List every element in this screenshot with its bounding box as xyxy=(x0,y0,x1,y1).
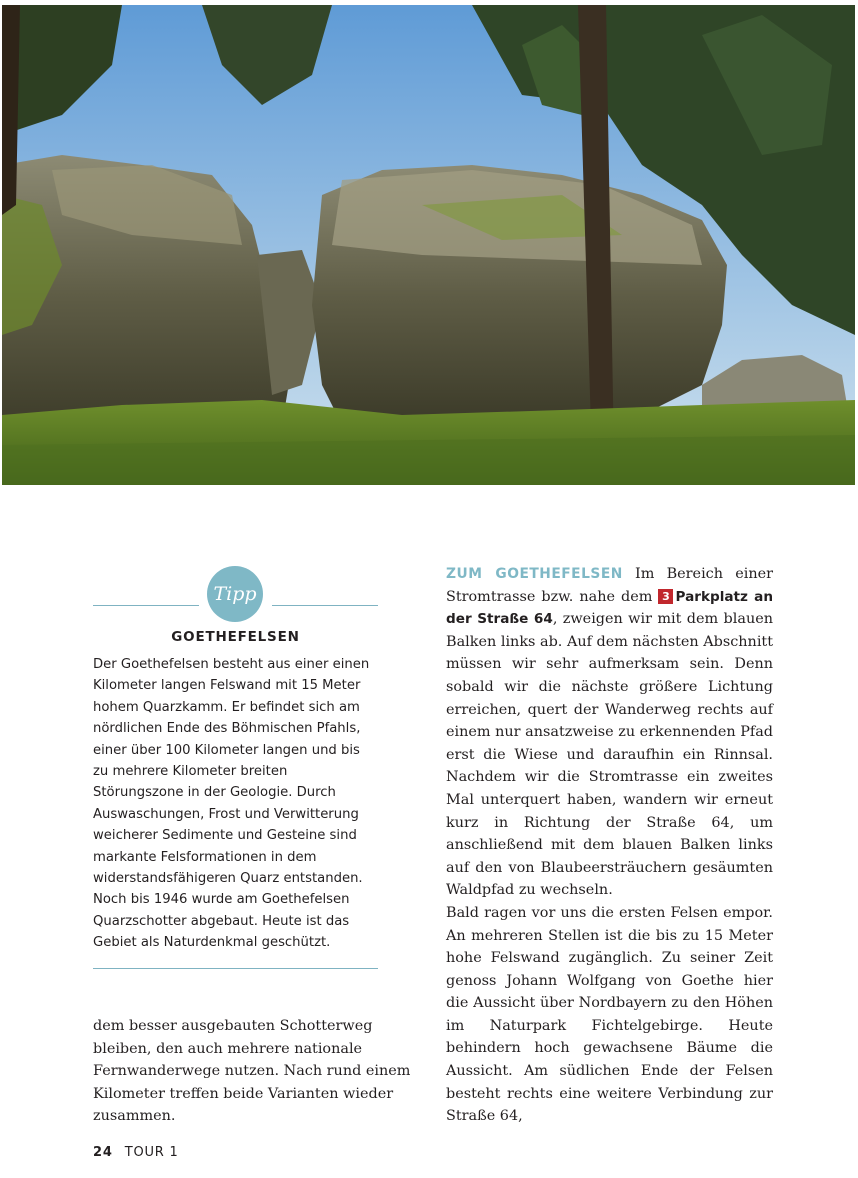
left-column xyxy=(93,1015,423,1128)
tipp-divider-right xyxy=(272,605,378,606)
section-label: TOUR 1 xyxy=(124,1145,179,1160)
forest-rocks-illustration xyxy=(2,5,855,485)
map-marker-badge: 3 xyxy=(658,589,673,604)
tipp-header xyxy=(93,565,378,627)
tipp-text: Der Goethefelsen besteht aus einer einen Kilometer langen Felswand mit 15 Meter hohem Quarzkamm. Er befindet sich am nördlichen Ende des Böhmischen Pfahls, einer über 100 Kilometer langen und bis zu mehrere Kilometer breiten Störungszone in der Geologie. Durch Auswaschungen, Frost und Verwitterung weicherer Sedimente und Gesteine sind markante Felsformationen in dem widerstandsfähigeren Quarz entstanden. Noch bis 1946 wurde am Goethefelsen Quarzschotter abgebaut. Heute ist das Gebiet als Naturdenkmal geschützt. xyxy=(93,657,370,951)
tipp-divider-left xyxy=(93,605,199,606)
right-paragraph-1 xyxy=(446,563,773,902)
place-name: Parkplatz an der Straße 64 xyxy=(446,588,773,628)
right-paragraph-2: Bald ragen vor uns die ersten Felsen empor. An mehreren Stellen ist die bis zu 15 Meter hohe Felswand zugänglich. Zu seiner Zeit genoss Johann Wolfgang von Goethe hier die Aussicht über Nordbayern zu den Höhen im Naturpark Fichtelgebirge. Heute behindern hoch gewachsene Bäume die Aussicht. Am südlichen Ende der Felsen besteht rechts eine weitere Verbindung zur Straße 64, xyxy=(446,904,773,1125)
intro-text: Im Bereich einer Stromtrasse bzw. nahe dem xyxy=(446,566,773,605)
tipp-title: GOETHEFELSEN xyxy=(171,629,300,645)
tipp-divider-bottom xyxy=(93,968,378,969)
left-column-text: dem besser ausgebauten Schotterweg bleiben, den auch mehrere nationale Fernwanderwege nutzen. Nach rund einem Kilometer treffen beide Varianten wieder zusammen. xyxy=(93,1018,411,1125)
page-number: 24 xyxy=(93,1145,113,1160)
section-kicker: ZUM GOETHEFELSEN xyxy=(446,566,623,582)
tipp-box xyxy=(93,565,378,954)
rock-formation-photo xyxy=(2,5,855,485)
page-footer xyxy=(93,1145,179,1160)
tipp-badge: Tipp xyxy=(207,566,263,622)
paragraph-1-rest: , zweigen wir mit dem blauen Balken links ab. Auf dem nächsten Abschnitt müssen wir sehr aufmerksam sein. Denn sobald wir die nächste größere Lichtung erreichen, quert der Wanderweg rechts auf einem nur ansatzweise zu erkennenden Pfad erst die Wiese und daraufhin ein Rinnsal. Nachdem wir die Stromtrasse ein zweites Mal unterquert haben, wandern wir erneut kurz in Richtung der Straße 64, um anschließend mit dem blauen Balken links auf den von Blaubeersträuchern gesäumten Waldpfad zu wechseln. xyxy=(446,611,773,899)
right-column xyxy=(446,563,773,1128)
